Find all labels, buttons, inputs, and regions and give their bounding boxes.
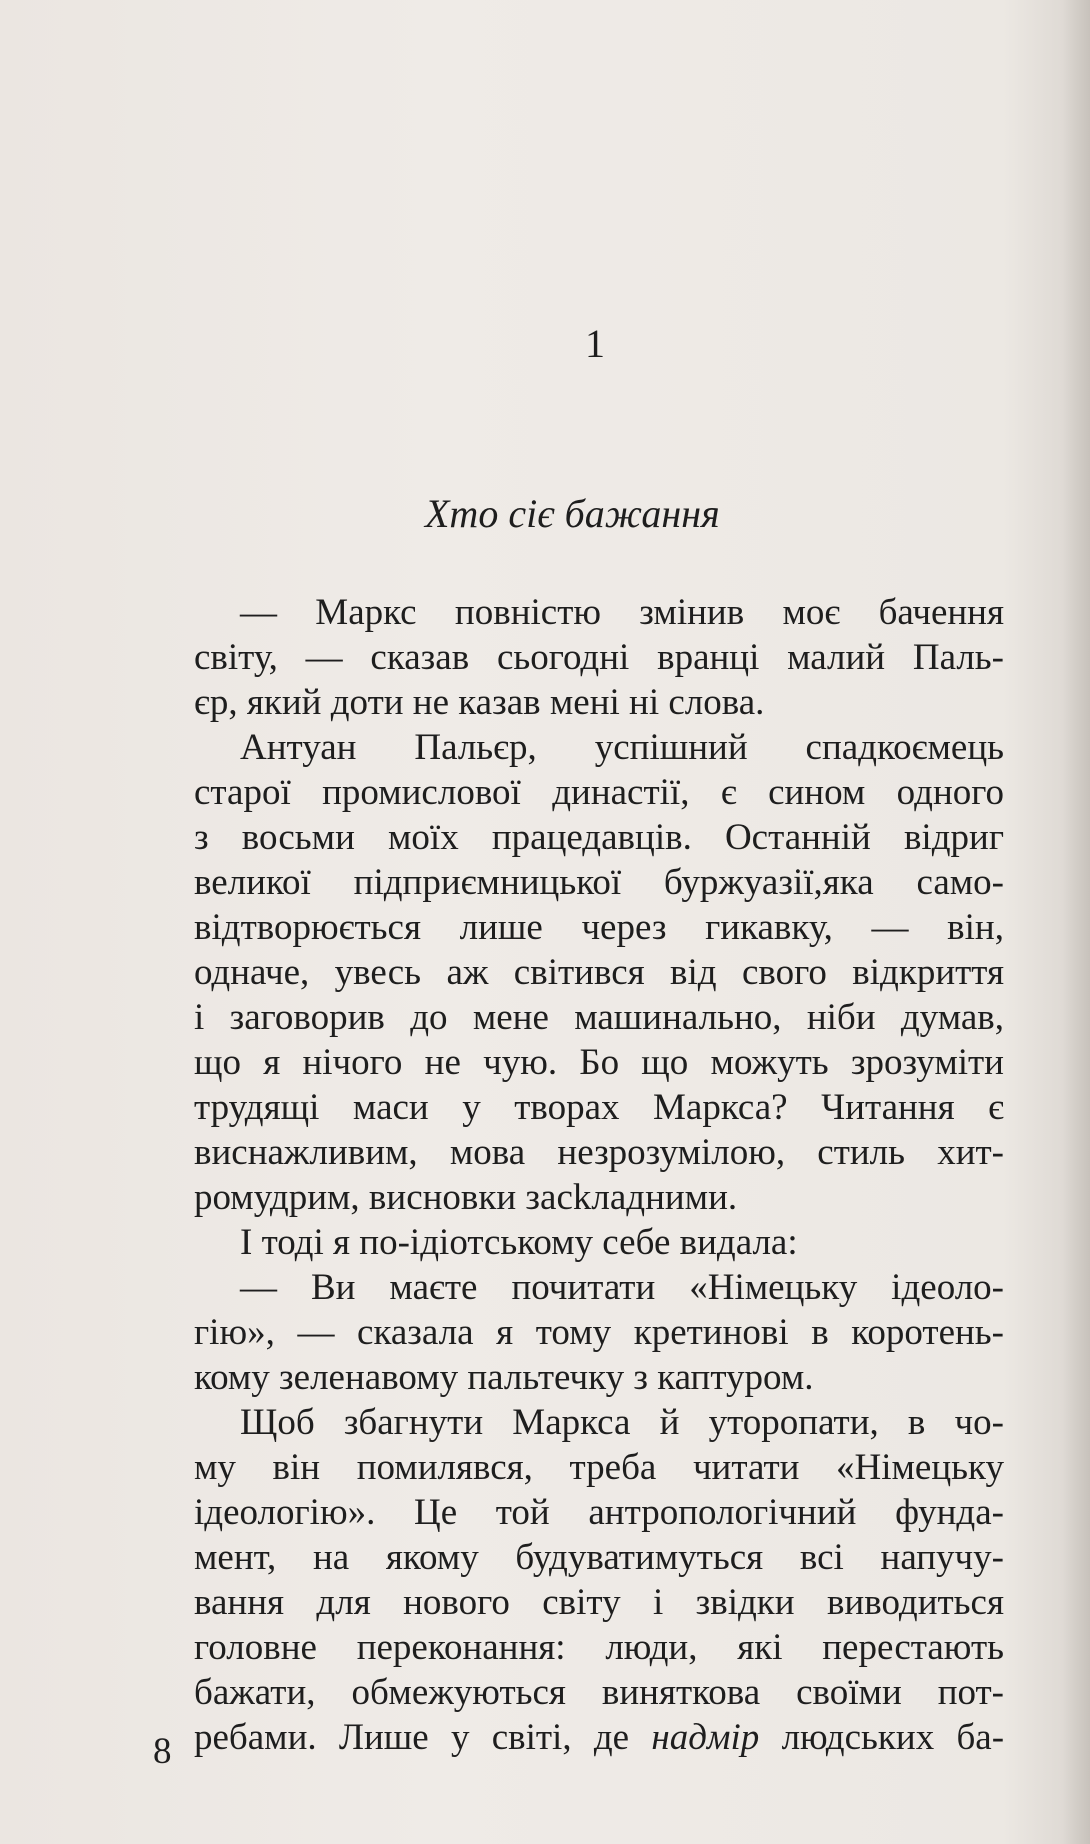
text-line: гію», — сказала я тому кретинові в коротень- (194, 1312, 1004, 1353)
text-line: вання для нового світу і звідки виводиться (194, 1582, 1004, 1623)
text-line: ідеологію». Це той антропологічний фунда- (194, 1492, 1004, 1533)
text-line: старої промислової династії, є сином одного (194, 772, 1004, 813)
page-number: 8 (153, 1731, 172, 1772)
chapter-number: 1 (585, 321, 605, 366)
text-line: — Маркс повністю змінив моє бачення (240, 592, 1004, 633)
text-line: і заговорив до мене машинально, ніби думав, (194, 997, 1004, 1038)
text-line: Антуан Пальєр, успішний спадкоємець (240, 727, 1004, 768)
text-line: І тоді я по-ідіотському себе видала: (240, 1222, 798, 1263)
page-edge-shadow (1062, 0, 1090, 1844)
text-fragment: ребами. Лише у світі, де (194, 1717, 630, 1758)
text-line: — Ви маєте почитати «Німецьку ідеоло- (240, 1267, 1004, 1308)
text-fragment: людських ба- (781, 1717, 1005, 1758)
text-line: великої підприємницької буржуазії,яка само- (194, 862, 1004, 903)
text-line-final (194, 1715, 1004, 1760)
text-line: ромудрим, висновки засkладними. (194, 1177, 738, 1218)
text-line: єр, який доти не казав мені ні слова. (194, 682, 765, 723)
text-line: бажати, обмежуються виняткова своїми пот- (194, 1672, 1004, 1713)
text-line: му він помилявся, треба читати «Німецьку (194, 1447, 1004, 1488)
text-line: трудящі маси у творах Маркса? Читання є (194, 1087, 1004, 1128)
text-line: мент, на якому будуватимуться всі напучу- (194, 1537, 1004, 1578)
body-text (194, 590, 1004, 1760)
text-line: з восьми моїх працедавців. Останній відриг (194, 817, 1004, 858)
text-line: що я нічого не чую. Бо що можуть зрозуміти (194, 1042, 1004, 1083)
emphasized-word: надмір (651, 1717, 760, 1758)
text-line: світу, — сказав сьогодні вранці малий Паль- (194, 637, 1004, 678)
text-line: відтворюється лише через гикавку, — він, (194, 907, 1004, 948)
text-line: одначе, увесь аж світився від свого відкриття (194, 952, 1004, 993)
chapter-title: Хто сіє бажання (425, 491, 720, 536)
text-line: виснажливим, мова незрозумілою, стиль хит- (194, 1132, 1004, 1173)
text-line: головне переконання: люди, які перестають (194, 1627, 1004, 1668)
text-line: кому зеленавому пальтечку з каптуром. (194, 1357, 814, 1398)
text-line: Щоб збагнути Маркса й уторопати, в чо- (240, 1402, 1004, 1443)
